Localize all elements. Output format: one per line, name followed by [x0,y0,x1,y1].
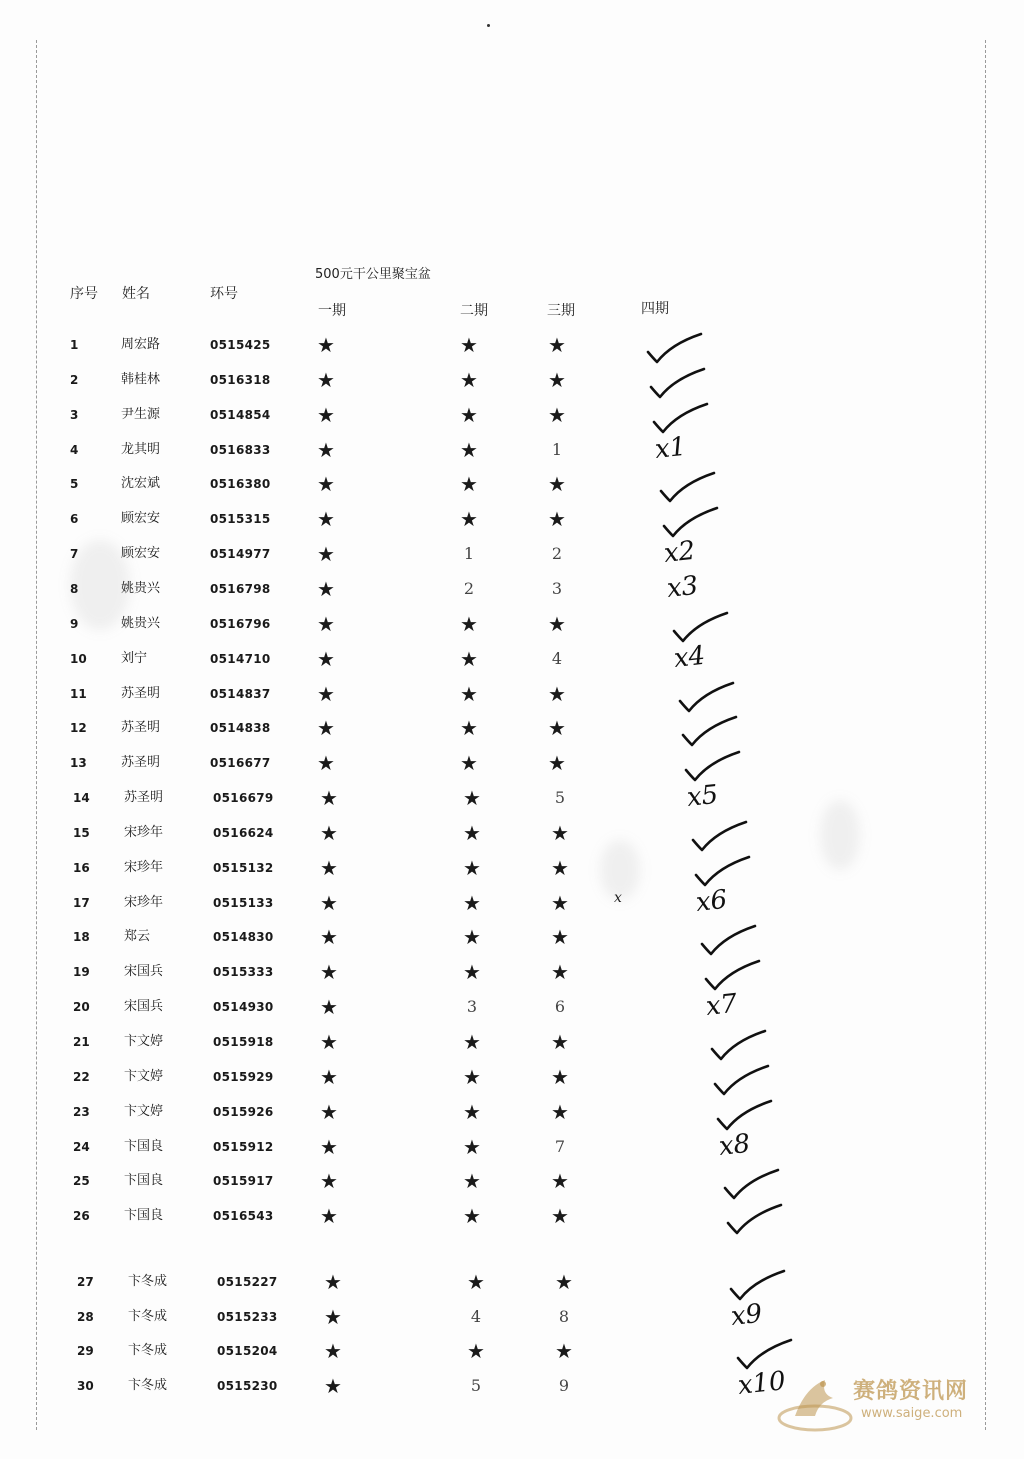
period-3-mark: ★ [551,890,569,915]
period-1-mark: ★ [317,542,335,567]
table-row [0,431,1024,465]
period-3-mark: 1 [551,439,563,459]
row-name: 卞冬成 [128,1274,168,1289]
period-3-mark: ★ [551,925,569,950]
period-3-mark: 4 [551,648,563,668]
row-seq: 28 [77,1309,94,1324]
period-1-mark: ★ [317,437,335,462]
period-3-mark: ★ [551,820,569,845]
row-name: 顾宏安 [121,546,161,562]
stray-handwritten-mark: x [614,890,622,906]
table-row [0,1128,1024,1162]
period-3-mark: ★ [548,402,566,427]
row-name: 宋珍年 [124,894,164,910]
row-name: 龙其明 [121,441,161,457]
period-1-mark: ★ [320,1099,338,1124]
period-4-handwritten-mark: x6 [694,884,729,918]
row-ring: 0516679 [213,791,274,806]
period-3-mark: 7 [554,1136,566,1156]
watermark-url: www.saige.com [861,1406,963,1421]
period-3-mark: ★ [548,507,566,532]
period-1-mark: ★ [324,1339,342,1364]
period-3-mark: 5 [554,788,566,808]
period-1-mark: ★ [317,367,335,392]
row-seq: 8 [70,581,79,596]
period-1-mark: ★ [317,751,335,776]
period-1-mark: ★ [317,681,335,706]
row-seq: 4 [70,442,79,457]
period-1-mark: ★ [320,1204,338,1229]
period-1-mark: ★ [320,1030,338,1054]
period-2-mark: ★ [463,1030,481,1054]
row-seq: 13 [70,756,87,771]
period-2-mark: ★ [460,333,478,357]
period-2-mark: 2 [463,578,475,598]
period-2-mark: ★ [460,751,478,776]
period-2-mark: ★ [463,1204,481,1229]
row-ring: 0515315 [210,512,271,527]
header-period-1: 一期 [318,303,346,319]
period-1-mark: ★ [317,333,335,357]
period-4-handwritten-mark: x2 [662,535,697,570]
row-ring: 0516833 [210,442,271,457]
header-name: 姓名 [122,286,150,302]
period-2-mark: ★ [460,611,478,636]
period-4-handwritten-mark: x4 [672,640,707,674]
period-3-mark: ★ [548,367,566,392]
row-seq: 15 [73,825,90,840]
period-3-mark: ★ [551,1169,569,1194]
row-name: 卞国良 [124,1173,164,1189]
period-3-mark: ★ [548,611,566,636]
period-3-mark: ★ [555,1270,573,1294]
row-name: 卞国良 [124,1138,164,1154]
row-ring: 0515918 [213,1035,274,1049]
period-2-mark: ★ [460,716,478,741]
row-seq: 19 [73,965,90,980]
period-2-mark: ★ [460,507,478,532]
table-row [0,988,1024,1023]
period-2-mark: ★ [460,646,478,671]
row-ring: 0516318 [210,372,271,387]
table-row [0,679,1024,709]
row-name: 姚贵兴 [121,615,161,631]
row-ring: 0515917 [213,1174,274,1189]
row-seq: 27 [77,1275,94,1289]
table-row [0,1201,1024,1231]
period-1-mark: ★ [317,716,335,741]
table-row [0,1336,1024,1366]
period-2-mark: ★ [463,1099,481,1124]
period-2-mark: ★ [460,437,478,462]
header-seq: 序号 [70,286,98,302]
table-row [0,640,1024,674]
row-name: 卞冬成 [128,1343,168,1359]
period-3-mark: ★ [551,1099,569,1124]
period-1-mark: ★ [317,646,335,671]
period-4-handwritten-mark: x9 [729,1298,765,1332]
row-seq: 10 [70,651,87,666]
period-1-mark: ★ [317,611,335,636]
period-3-mark: ★ [551,855,569,880]
table-row [0,609,1024,639]
period-3-mark: ★ [548,333,566,357]
row-ring: 0515333 [213,965,274,980]
row-name: 卞文婷 [124,1034,164,1049]
site-watermark [775,1368,995,1438]
period-2-mark: ★ [463,1169,481,1194]
row-seq: 17 [73,895,90,910]
period-3-mark: 3 [551,578,563,598]
header-period-4: 四期 [641,301,669,317]
period-3-mark: ★ [551,1064,569,1089]
period-1-mark: ★ [324,1304,342,1329]
row-ring: 0515233 [217,1309,278,1324]
period-1-mark: ★ [320,1064,338,1089]
period-1-mark: ★ [317,507,335,532]
row-name: 周宏路 [121,337,161,352]
period-3-mark: ★ [551,1030,569,1054]
period-2-mark: ★ [463,890,481,915]
row-seq: 21 [73,1035,90,1049]
period-1-mark: ★ [320,1169,338,1194]
period-3-mark: 2 [551,544,563,564]
table-row [0,818,1024,848]
row-name: 顾宏安 [121,511,161,527]
row-ring: 0515133 [213,895,274,910]
period-4-check-icon [725,1203,785,1241]
row-seq: 11 [70,686,87,701]
period-1-mark: ★ [324,1373,342,1398]
row-name: 韩桂林 [121,371,161,387]
row-ring: 0516543 [213,1209,274,1224]
row-ring: 0515227 [217,1275,278,1289]
row-seq: 6 [70,512,79,527]
row-ring: 0516798 [210,581,271,596]
row-name: 卞冬成 [128,1377,168,1393]
period-1-mark: ★ [320,1134,338,1159]
period-2-mark: 4 [470,1306,482,1326]
row-name: 苏圣明 [121,720,161,736]
table-row [0,535,1024,570]
row-name: 宋珍年 [124,824,164,840]
period-3-mark: ★ [555,1339,573,1364]
row-seq: 29 [77,1344,94,1359]
row-seq: 22 [73,1069,90,1084]
table-row [0,400,1024,430]
row-name: 苏圣明 [124,790,164,806]
period-1-mark: ★ [317,402,335,427]
row-seq: 24 [73,1139,90,1154]
row-ring: 0514977 [210,547,271,562]
period-2-mark: ★ [467,1270,485,1294]
period-4-handwritten-mark: x3 [665,570,701,604]
table-row [0,713,1024,743]
row-name: 姚贵兴 [121,580,161,596]
row-ring: 0516380 [210,477,271,492]
row-seq: 25 [73,1174,90,1189]
row-name: 卞国良 [124,1208,164,1224]
row-seq: 23 [73,1104,90,1119]
row-ring: 0514830 [213,930,274,945]
period-2-mark: ★ [467,1339,485,1364]
period-1-mark: ★ [317,576,335,601]
table-title: 500元干公里聚宝盆 [315,267,431,282]
period-4-handwritten-mark: x1 [653,431,688,465]
row-name: 沈宏斌 [121,476,161,492]
period-3-mark: ★ [551,1204,569,1229]
row-name: 苏圣明 [121,685,161,701]
row-name: 尹生源 [121,406,161,422]
header-ring: 环号 [210,286,238,302]
table-row [0,779,1024,813]
period-2-mark: ★ [463,925,481,950]
period-2-mark: ★ [460,681,478,706]
period-4-handwritten-mark: x8 [717,1128,752,1162]
pigeon-logo-icon [775,1368,855,1438]
table-row [0,748,1024,778]
row-name: 卞文婷 [124,1103,164,1119]
table-row [0,1298,1024,1332]
header-period-3: 三期 [547,303,575,319]
table-row [0,330,1024,360]
period-2-mark: ★ [463,786,481,811]
period-2-mark: 3 [466,997,478,1017]
row-ring: 0515204 [217,1344,278,1359]
period-3-mark: ★ [548,751,566,776]
row-ring: 0515230 [217,1378,278,1393]
period-3-mark: 9 [558,1375,570,1395]
row-ring: 0514838 [210,721,271,736]
table-row [0,957,1024,987]
period-3-mark: ★ [551,960,569,985]
row-seq: 18 [73,930,90,945]
table-row [0,570,1024,604]
period-4-handwritten-mark: x5 [685,779,720,813]
row-seq: 16 [73,860,90,875]
row-name: 刘宁 [121,650,148,666]
row-seq: 12 [70,721,87,736]
row-seq: 30 [77,1378,94,1393]
table-row [0,1166,1024,1196]
period-1-mark: ★ [320,925,338,950]
table-row [0,365,1024,395]
table-row [0,853,1024,883]
period-1-mark: ★ [320,890,338,915]
row-ring: 0515132 [213,860,274,875]
table-row [0,1027,1024,1057]
table-row [0,504,1024,534]
row-name: 宋国兵 [124,964,164,980]
row-seq: 1 [70,338,79,352]
row-ring: 0514854 [210,407,271,422]
table-row [0,1267,1024,1297]
row-seq: 2 [70,372,79,387]
period-3-mark: 6 [554,997,566,1017]
row-name: 宋国兵 [124,999,164,1015]
row-ring: 0516624 [213,825,274,840]
row-ring: 0515926 [213,1104,274,1119]
period-1-mark: ★ [320,820,338,845]
row-ring: 0514837 [210,686,271,701]
row-ring: 0514710 [210,651,271,666]
row-seq: 3 [70,407,79,422]
period-3-mark: ★ [548,716,566,741]
period-2-mark: ★ [460,402,478,427]
table-row [0,1062,1024,1092]
row-seq: 26 [73,1209,90,1224]
row-ring: 0515912 [213,1139,274,1154]
row-seq: 20 [73,1000,90,1015]
period-2-mark: ★ [460,367,478,392]
table-row [0,469,1024,499]
period-2-mark: ★ [463,820,481,845]
period-3-mark: ★ [548,681,566,706]
row-ring: 0516677 [210,756,271,771]
row-seq: 14 [73,791,90,806]
period-2-mark: ★ [463,1064,481,1089]
period-4-handwritten-mark: x7 [704,988,739,1023]
table-row [0,884,1024,918]
row-seq: 9 [70,616,79,631]
period-2-mark: ★ [460,472,478,497]
header-period-2: 二期 [460,303,488,319]
period-1-mark: ★ [324,1270,342,1294]
watermark-site-name: 赛鸽资讯网 [853,1379,969,1404]
row-ring: 0516796 [210,616,271,631]
period-4-handwritten-mark: x10 [736,1365,787,1401]
table-row [0,922,1024,952]
period-2-mark: 1 [463,544,475,564]
period-2-mark: ★ [463,960,481,985]
row-ring: 0514930 [213,1000,274,1015]
row-seq: 5 [70,477,79,492]
ink-dot [487,24,490,27]
row-name: 卞冬成 [128,1308,168,1324]
row-ring: 0515929 [213,1069,274,1084]
row-name: 苏圣明 [121,755,161,771]
period-1-mark: ★ [320,786,338,811]
row-seq: 7 [70,547,79,562]
period-1-mark: ★ [320,855,338,880]
row-ring: 0515425 [210,338,271,352]
period-2-mark: ★ [463,855,481,880]
period-1-mark: ★ [317,472,335,497]
row-name: 郑云 [124,929,151,945]
period-2-mark: 5 [470,1375,482,1395]
row-name: 宋珍年 [124,859,164,875]
table-row [0,1097,1024,1127]
period-3-mark: 8 [558,1306,570,1326]
period-1-mark: ★ [320,995,338,1020]
period-2-mark: ★ [463,1134,481,1159]
period-1-mark: ★ [320,960,338,985]
period-3-mark: ★ [548,472,566,497]
row-name: 卞文婷 [124,1068,164,1084]
